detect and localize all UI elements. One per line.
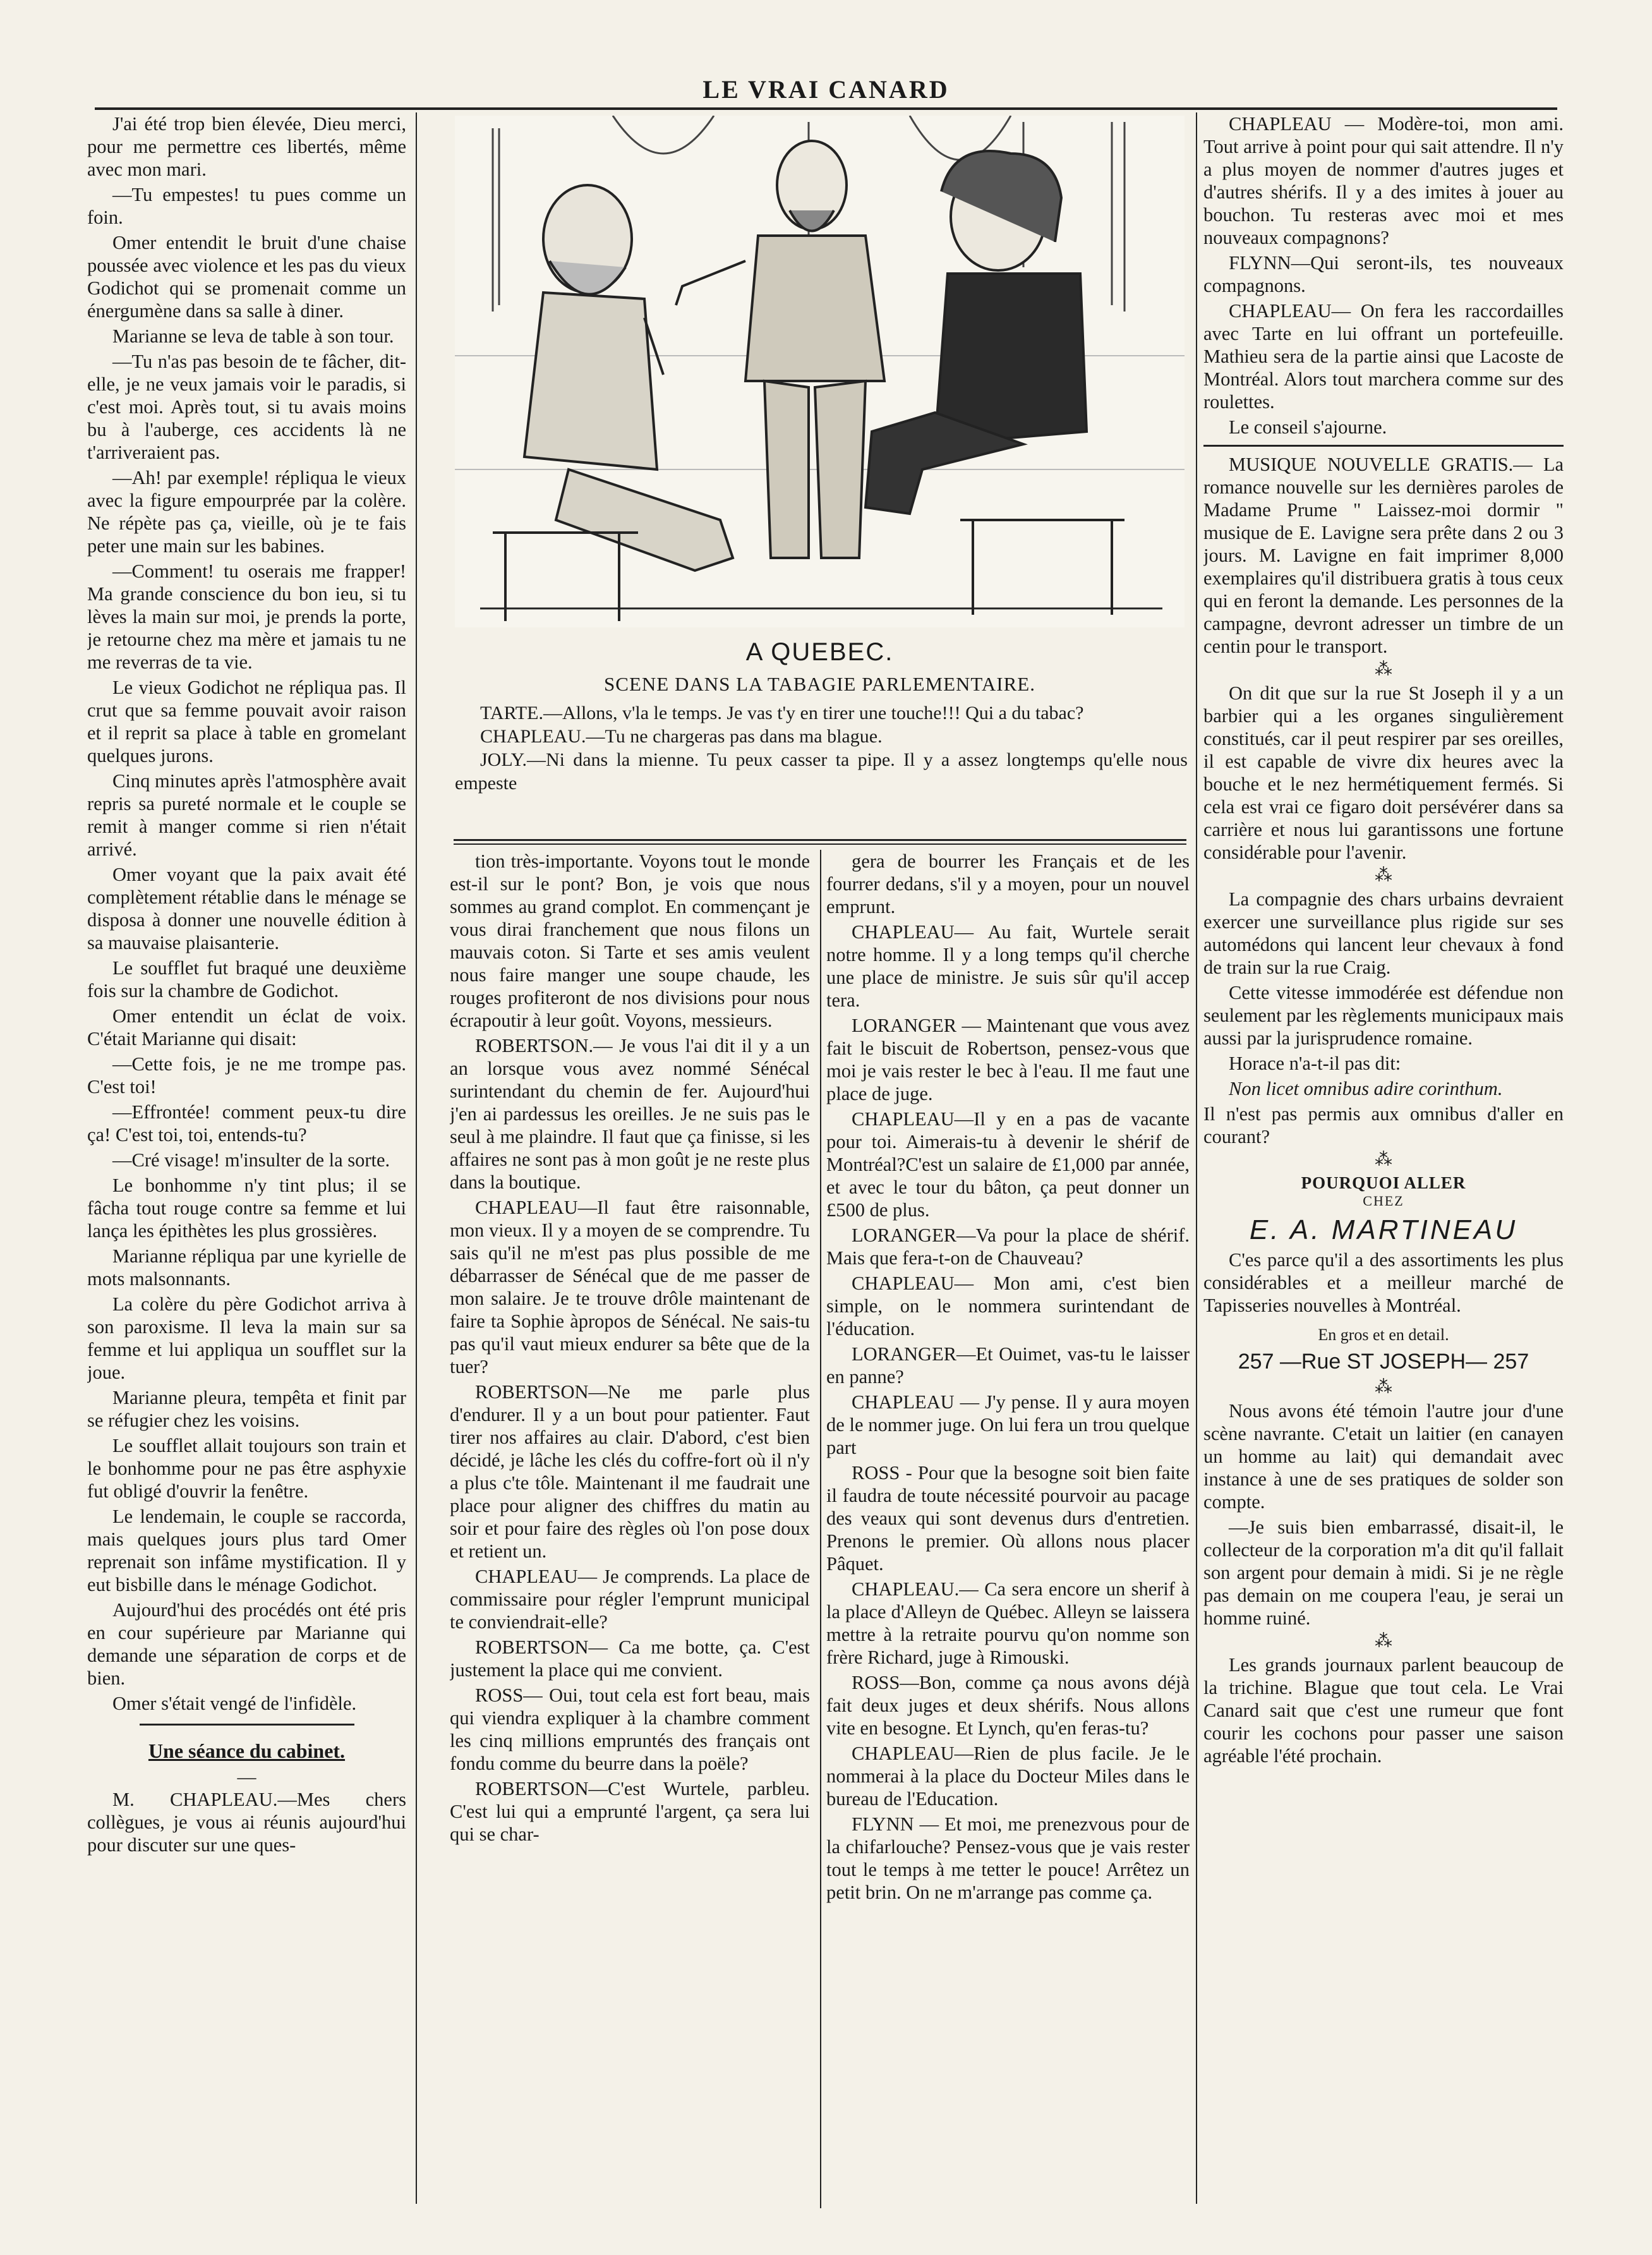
paragraph: LORANGER — Maintenant que vous avez fait le biscuit de Robertson, pensez-vous que moi je vais rester le bec à l'eau. Il me faut une place de juge. xyxy=(826,1015,1190,1104)
milk-item: Nous avons été témoin l'autre jour d'une scène navrante. C'etait un laitier (en canayen un homme au lait) qui demandait avec instance à une de ses pratiques de solder son compte. xyxy=(1203,1400,1564,1513)
section-title: Une séance du cabinet. xyxy=(148,1739,346,1762)
paragraph: tion très-importante. Voyons tout le monde est-il sur le pont? Bon, je vois que nous sommes au grand complot. En commençant je vous dirai franchement que nous filons un mauvais coton. Si Tarte et ses amis veulent nous faire manger une soupe chaude, les rouges profiteront de nos divisions pour nous écrapoutir à leur goût. Voyons, messieurs. xyxy=(450,850,810,1031)
paragraph: FLYNN—Qui seront-ils, tes nouveaux compagnons. xyxy=(1203,252,1564,296)
paragraph: CHAPLEAU— On fera les raccordailles avec Tarte en lui offrant un portefeuille. Mathieu sera de la partie ainsi que Lacoste de Montréal. Alors tout marchera comme sur des roulettes. xyxy=(1203,300,1564,413)
ad-detail: En gros et en detail. xyxy=(1318,1326,1449,1344)
ad-chez: CHEZ xyxy=(1363,1193,1404,1209)
paragraph: CHAPLEAU— Je comprends. La place de commissaire pour régler l'emprunt municipal te conviendrait-elle? xyxy=(450,1566,810,1633)
barber-item: On dit que sur la rue St Joseph il y a un barbier qui a les organes singulièrement constitués, car il peut respirer par ses oreilles, il est capable de vivre dix heures avec la bouche et le nez hermétiquement fermés. Si cela est vrai ce figaro doit persévérer dans sa carrière et nous lui garantissons une fortune considérable pour l'avenir. xyxy=(1203,682,1564,863)
cartoon-illustration xyxy=(455,116,1185,627)
paragraph: CHAPLEAU — J'y pense. Il y aura moyen de le nommer juge. On lui fera un trou quelque part xyxy=(826,1391,1190,1458)
column-4-story xyxy=(1203,112,1564,438)
milk-item: —Je suis bien embarrassé, disait-il, le collecteur de la corporation m'a dit qu'il fallait son argent pour demain à midi. Si je ne règle pas demain on me coupera l'eau, je serai un homme ruiné. xyxy=(1203,1516,1564,1629)
paragraph: LORANGER—Va pour la place de shérif. Mais que fera-t-on de Chauveau? xyxy=(826,1224,1190,1269)
divider xyxy=(140,1724,354,1726)
asterism: ⁂ xyxy=(1375,1150,1392,1170)
column-2-story xyxy=(450,850,810,1846)
cartoon-subtitle: SCENE DANS LA TABAGIE PARLEMENTAIRE. xyxy=(604,673,1035,695)
paragraph: Le soufflet allait toujours son train et le bonhomme pour ne pas être asphyxie fut obligé d'ouvrir la fenêtre. xyxy=(87,1435,406,1502)
column-rule xyxy=(820,850,821,2208)
paragraph: —Tu empestes! tu pues comme un foin. xyxy=(87,184,406,228)
caption-rule xyxy=(454,839,1186,841)
paragraph: Marianne se leva de table à son tour. xyxy=(112,325,394,347)
ad-description: C'es parce qu'il a des assortiments les plus considérables et a meilleur marché de Tapisseries nouvelles à Montréal. xyxy=(1203,1249,1564,1316)
music-heading: MUSIQUE NOUVELLE GRATIS.— xyxy=(1229,454,1533,475)
news-item: Les grands journaux parlent beaucoup de la trichine. Blague que tout cela. Le Vrai Canard sait que c'est une rumeur que font courir les cochons pour passer une saison agréable l'été prochain. xyxy=(1203,1654,1564,1767)
paragraph: Omer voyant que la paix avait été complètement rétablie dans le ménage se disposa à donner une nouvelle édition à sa mauvaise plaisanterie. xyxy=(87,864,406,953)
paragraph: ROSS—Bon, comme ça nous avons déjà fait deux juges et deux shérifs. Nous allons vite en besogne. Et Lynch, qu'en feras-tu? xyxy=(826,1672,1190,1739)
column-4 xyxy=(1203,112,1564,2210)
paragraph: ROBERTSON—C'est Wurtele, parbleu. C'est lui qui a emprunté l'argent, ça sera lui qui se char- xyxy=(450,1778,810,1845)
paragraph: CHAPLEAU— Mon ami, c'est bien simple, on le nommera surintendant de l'éducation. xyxy=(826,1273,1190,1339)
ad-address: 257 —Rue ST JOSEPH— 257 xyxy=(1238,1350,1529,1374)
ad-heading: POURQUOI ALLER xyxy=(1301,1173,1466,1192)
paragraph: Le bonhomme n'y tint plus; il se fâcha tout rouge contre sa femme et lui lança les épithètes les plus grossières. xyxy=(87,1175,406,1242)
paragraph: Omer s'était vengé de l'infidèle. xyxy=(112,1693,357,1714)
asterism: ⁂ xyxy=(1375,1631,1392,1651)
paragraph: Le conseil s'ajourne. xyxy=(1229,416,1387,438)
music-text: La romance nouvelle sur les dernières paroles de Madame Prume " Laissez-moi dormir " musique de E. Lavigne sera prête dans 2 ou 3 jours. M. Lavigne en fait imprimer 8,000 exemplaires qu'il distribuera gratis à tous ceux qui en feront la demande. Les personnes de la campagne, devront adresser un timbre de un centin pour le transport. xyxy=(1203,454,1564,657)
paragraph: CHAPLEAU— Au fait, Wurtele serait notre homme. Il y a long temps qu'il cherche une place de ministre. Je suis sûr qu'il accep tera. xyxy=(826,921,1190,1011)
paragraph: —Cette fois, je ne me trompe pas. C'est toi! xyxy=(87,1053,406,1097)
cartoon-dialogue xyxy=(455,701,1188,795)
music-notice xyxy=(1203,453,1564,658)
paragraph: Omer entendit le bruit d'une chaise poussée avec violence et les pas du vieux Godichot qui se promenait comme un énergumène dans sa salle à diner. xyxy=(87,232,406,322)
cartoon-svg xyxy=(455,116,1185,627)
paragraph: LORANGER—Et Ouimet, vas-tu le laisser en panne? xyxy=(826,1343,1190,1387)
section-open: M. CHAPLEAU.—Mes chers collègues, je vous ai réunis aujourd'hui pour discuter sur une ques- xyxy=(87,1789,406,1856)
paragraph: —Comment! tu oserais me frapper! Ma grande conscience du bon ieu, si tu lèves la main sur moi, je prends la porte, je retourne chez ma mère et jamais tu ne me reverras de ta vie. xyxy=(87,560,406,673)
paragraph: CHAPLEAU—Rien de plus facile. Je le nommerai à la place du Docteur Miles dans le bureau de l'Education. xyxy=(826,1743,1190,1810)
paragraph: gera de bourrer les Français et de les fourrer dedans, s'il y a moyen, pour un nouvel emprunt. xyxy=(826,850,1190,917)
paragraph: ROBERTSON—Ne me parle plus d'endurer. Il y a un bout pour patienter. Faut tirer nos affaires au clair. D'abord, c'est bien décidé, je lâche les clés du coffre-fort où il n'y a plus c'te tôle. Maintenant il me faudrait une place pour aligner des chiffres du matin au soir et pour faire des règles où l'on pose doux et retient un. xyxy=(450,1381,810,1562)
paragraph: Le lendemain, le couple se raccorda, mais quelques jours plus tard Omer reprenait son infâme mystification. Il y eut bisbille dans le ménage Godichot. xyxy=(87,1506,406,1595)
paragraph: Omer entendit un éclat de voix. C'était Marianne qui disait: xyxy=(87,1005,406,1049)
paragraph: —Effrontée! comment peux-tu dire ça! C'est toi, toi, entends-tu? xyxy=(87,1101,406,1146)
paragraph: J'ai été trop bien élevée, Dieu merci, pour me permettre ces libertés, même avec mon mari. xyxy=(87,113,406,180)
cartoon-title: A QUEBEC. xyxy=(745,638,894,666)
asterism: ⁂ xyxy=(1375,660,1392,679)
column-rule xyxy=(1196,112,1197,2204)
ad-merchant-name: E. A. MARTINEAU xyxy=(1249,1214,1518,1245)
paragraph: CHAPLEAU—Il faut être raisonnable, mon vieux. Il y a moyen de se comprendre. Tu sais qu'il ne m'est pas plus possible de me débarrasser de Sénécal que de me passer de mon salaire. Je te trouve drôle maintenant de faire ta Sophie àpropos de Sénécal. Ne sais-tu pas qu'il vaut mieux endurer sa bête que de la tuer? xyxy=(450,1197,810,1377)
paragraph: Marianne répliqua par une kyrielle de mots malsonnants. xyxy=(87,1245,406,1290)
tram-item: Cette vitesse immodérée est défendue non seulement par les règlements municipaux mais aussi par la jurisprudence romaine. xyxy=(1203,982,1564,1049)
paragraph: La colère du père Godichot arriva à son paroxisme. Il leva la main sur sa femme et lui appliqua un soufflet sur la joue. xyxy=(87,1293,406,1383)
asterism: ⁂ xyxy=(1375,1377,1392,1397)
dialogue-line: CHAPLEAU.—Tu ne chargeras pas dans ma blague. xyxy=(480,726,883,747)
paragraph: —Ah! par exemple! répliqua le vieux avec la figure empourprée par la colère. Ne répète pas ça, vieille, où je te fais peter une main sur les babines. xyxy=(87,467,406,557)
dialogue-line: JOLY.—Ni dans la mienne. Tu peux casser ta pipe. Il y a assez longtemps qu'elle nous empeste xyxy=(455,749,1188,794)
masthead: LE VRAI CANARD xyxy=(95,75,1557,110)
asterism: ⁂ xyxy=(1375,866,1392,885)
paragraph: Aujourd'hui des procédés ont été pris en cour supérieure par Marianne qui demande une séparation de corps et de bien. xyxy=(87,1599,406,1689)
latin-quote: Non licet omnibus adire corinthum. xyxy=(1229,1078,1503,1099)
paragraph: CHAPLEAU — Modère-toi, mon ami. Tout arrive à point pour qui sait attendre. Il n'y a plus moyen de nommer d'autres juges et d'autres shérifs. Il y a des imites à jouer au bouchon. Tu resteras avec moi et mes nouveaux compagnons? xyxy=(1203,113,1564,248)
column-2 xyxy=(450,850,810,2208)
paragraph: ROBERTSON.— Je vous l'ai dit il y a un an lorsque vous avez nommé Sénécal surintendant du chemin de fer. Aujourd'hui j'en ai pardessus les oreilles. Je ne suis pas le seul à me plaindre. Il faut que ça finisse, si les affaires ne sont pas à mon goût je ne reste plus dans la boutique. xyxy=(450,1035,810,1193)
column-rule xyxy=(416,112,417,2204)
paragraph: ROSS - Pour que la besogne soit bien faite il faudra de toute nécessité pourvoir au pacage des veaux qui sont devenus durs d'entretien. Prenons le premier. Où allons nous placer Pâquet. xyxy=(826,1462,1190,1575)
dialogue-line: TARTE.—Allons, v'la le temps. Je vas t'y en tirer une touche!!! Qui a du tabac? xyxy=(480,703,1084,723)
paragraph: CHAPLEAU—Il y en a pas de vacante pour toi. Aimerais-tu à devenir le shérif de Montréal?C'est un salaire de £1,000 par année, et avec le tour du bâton, ça peut donner un £500 de plus. xyxy=(826,1108,1190,1221)
column-3-story xyxy=(826,850,1190,1904)
tram-item: Il n'est pas permis aux omnibus d'aller en courant? xyxy=(1203,1103,1564,1147)
paragraph: ROSS— Oui, tout cela est fort beau, mais qui viendra expliquer à la chambre comment les cinq millions empruntés des français ont fondu comme du beurre dans la poële? xyxy=(450,1684,810,1774)
column-1 xyxy=(87,112,406,2198)
paragraph: FLYNN — Et moi, me prenezvous pour de la chifarlouche? Pensez-vous que je vais rester tout le temps à me tetter le pouce! Arrêtez un petit brin. On ne m'arrange pas comme ça. xyxy=(826,1813,1190,1903)
paragraph: —Cré visage! m'insulter de la sorte. xyxy=(112,1149,390,1171)
column-1-story xyxy=(87,112,406,1715)
caption-rule xyxy=(454,843,1186,845)
paragraph: Le vieux Godichot ne répliqua pas. Il crut que sa femme pouvait avoir raison et il reprit sa place à table en gromelant quelques jurons. xyxy=(87,677,406,766)
divider-dash: — xyxy=(237,1767,256,1787)
paragraph: Le soufflet fut braqué une deuxième fois sur la chambre de Godichot. xyxy=(87,957,406,1001)
paragraph: Marianne pleura, tempêta et finit par se réfugier chez les voisins. xyxy=(87,1387,406,1431)
paragraph: CHAPLEAU.— Ca sera encore un sherif à la place d'Alleyn de Québec. Alleyn se laissera mettre à la retraite pourvu qu'on nomme son frère Richard, juge à Rimouski. xyxy=(826,1578,1190,1668)
paragraph: Cinq minutes après l'atmosphère avait repris sa pureté normale et le couple se remit à manger comme si rien n'était arrivé. xyxy=(87,770,406,860)
paragraph: —Tu n'as pas besoin de te fâcher, dit-elle, je ne veux jamais voir le paradis, si c'est moi. Après tout, si tu avais moins bu à l'auberge, ces accidents là ne t'arriveraient pas. xyxy=(87,351,406,463)
tram-item: Horace n'a-t-il pas dit: xyxy=(1229,1053,1401,1074)
divider xyxy=(1203,445,1564,447)
paragraph: ROBERTSON— Ca me botte, ça. C'est justement la place qui me convient. xyxy=(450,1636,810,1681)
column-3 xyxy=(826,850,1190,2208)
tram-item: La compagnie des chars urbains devraient exercer une surveillance plus rigide sur ses automédons qui lancent leur chevaux à fond de train sur la rue Craig. xyxy=(1203,888,1564,978)
